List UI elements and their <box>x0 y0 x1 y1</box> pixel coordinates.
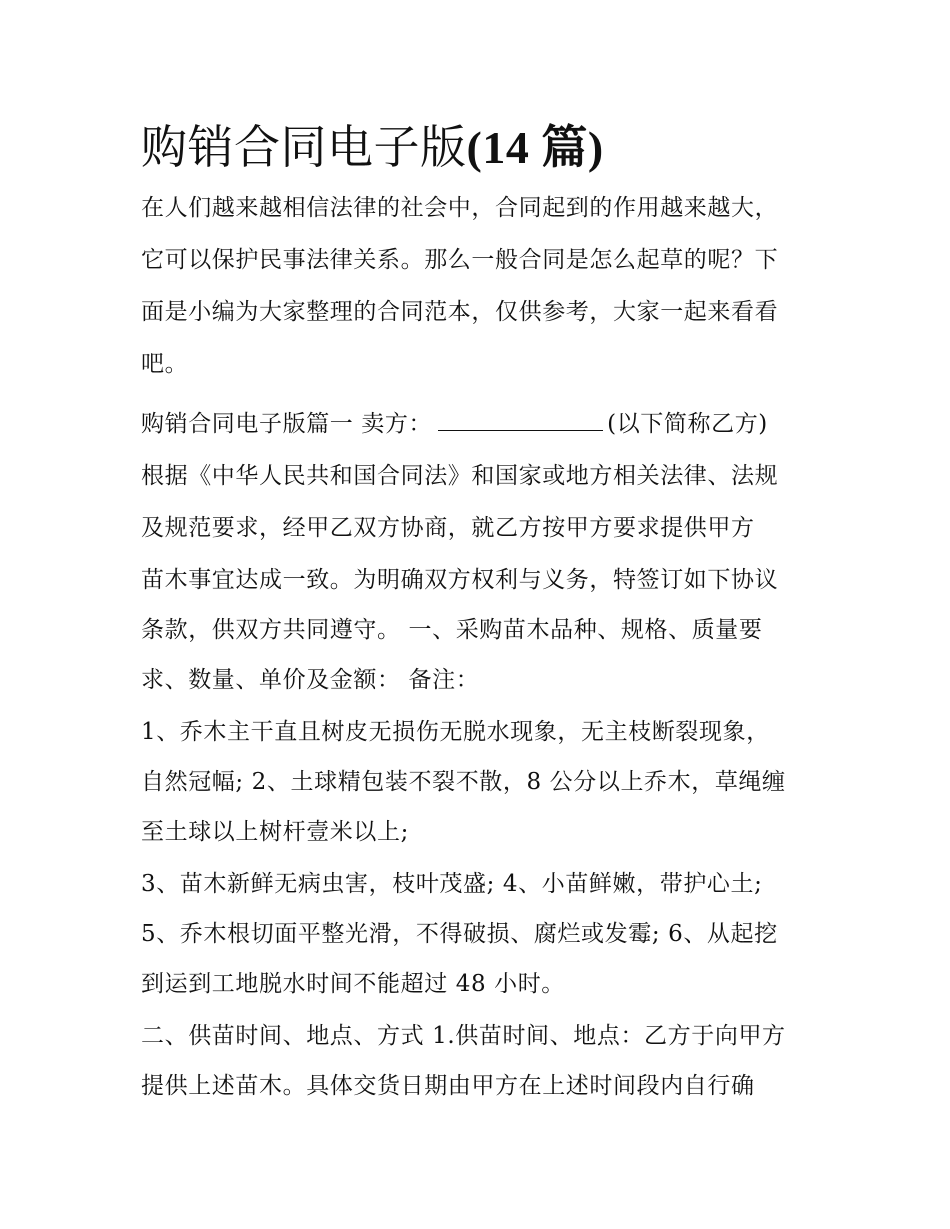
paragraph-line: 3、苗木新鲜无病虫害，枝叶茂盛; 4、小苗鲜嫩，带护心土; <box>141 871 763 897</box>
paragraph-line: 它可以保护民事法律关系。那么一般合同是怎么起草的呢？下 <box>141 247 779 273</box>
document-title <box>141 112 604 183</box>
paragraph-line: 在人们越来越相信法律的社会中，合同起到的作用越来越大， <box>141 195 779 221</box>
seller-name-blank <box>438 406 603 431</box>
paragraph-line: 至土球以上树杆壹米以上; <box>141 819 409 845</box>
title-count: (14 篇) <box>466 122 604 173</box>
paragraph-line: 提供上述苗木。具体交货日期由甲方在上述时间段内自行确 <box>141 1073 755 1099</box>
paragraph-line: 到运到工地脱水时间不能超过 48 小时。 <box>141 971 565 997</box>
paragraph-line: 5、乔木根切面平整光滑，不得破损、腐烂或发霉; 6、从起挖 <box>141 921 778 947</box>
paragraph-line: 苗木事宜达成一致。为明确双方权利与义务，特签订如下协议 <box>141 567 779 593</box>
paragraph-line: 1、乔木主干直且树皮无损伤无脱水现象，无主枝断裂现象， <box>141 719 770 745</box>
paragraph-line: 根据《中华人民共和国合同法》和国家或地方相关法律、法规 <box>141 463 779 489</box>
paragraph-line: 及规范要求，经甲乙双方协商，就乙方按甲方要求提供甲方 <box>141 515 755 541</box>
paragraph-line: 求、数量、单价及金额： 备注： <box>141 667 480 693</box>
paragraph-line: 面是小编为大家整理的合同范本，仅供参考，大家一起来看看 <box>141 299 779 325</box>
paragraph-line: 吧。 <box>141 351 189 377</box>
paragraph-line: 二、供苗时间、地点、方式 1.供苗时间、地点：乙方于向甲方 <box>141 1023 786 1049</box>
seller-line-suffix: (以下简称乙方) <box>607 411 768 437</box>
seller-line-prefix: 购销合同电子版篇一 卖方： <box>141 411 433 437</box>
title-text: 购销合同电子版 <box>141 120 467 174</box>
paragraph-line: 条款，供双方共同遵守。 一、采购苗木品种、规格、质量要 <box>141 617 763 643</box>
paragraph-line: 自然冠幅; 2、土球精包装不裂不散，8 公分以上乔木，草绳缠 <box>141 769 786 795</box>
seller-line <box>141 406 768 442</box>
